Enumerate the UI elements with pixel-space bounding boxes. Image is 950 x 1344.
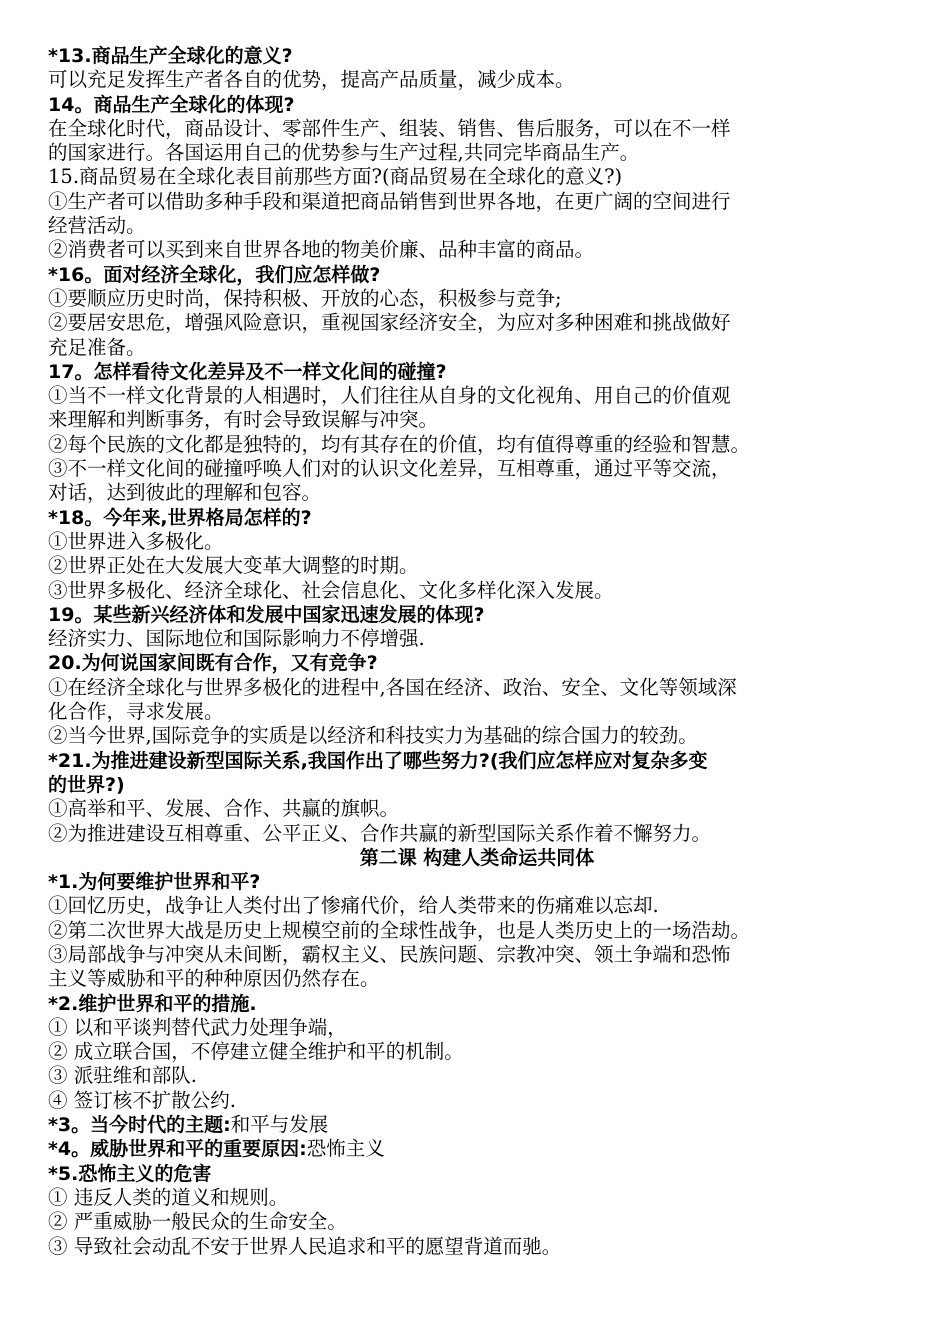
question-line: 17。怎样看待文化差异及不一样文化间的碰撞? [48,360,447,383]
question-text: *4。威胁世界和平的重要原因: [48,1138,307,1161]
answer-line: 来理解和判断事务，有时会导致误解与冲突。 [48,408,439,432]
answer-line: ①高举和平、发展、合作、共赢的旗帜。 [48,797,400,821]
answer-line: 的国家进行。各国运用自己的优势参与生产过程,共同完毕商品生产。 [48,141,640,165]
answer-line: ②第二次世界大战是历史上规模空前的全球性战争，也是人类历史上的一场浩劫。 [48,918,751,942]
answer-line: ③ 派驻维和部队. [48,1064,197,1088]
answer-line: ①回忆历史，战争让人类付出了惨痛代价，给人类带来的伤痛难以忘却. [48,894,659,918]
answer-line: ③不一样文化间的碰撞呼唤人们对的认识文化差异，互相尊重，通过平等交流， [48,457,731,481]
question-line: 14。商品生产全球化的体现? [48,93,295,116]
answer-line: 在全球化时代，商品设计、零部件生产、组装、销售、售后服务，可以在不一样 [48,116,731,140]
answer-line: ②要居安思危，增强风险意识，重视国家经济安全，为应对多种困难和挑战做好 [48,311,731,335]
answer-line: ①当不一样文化背景的人相遇时，人们往往从自身的文化视角、用自己的价值观 [48,384,731,408]
answer-line: ②消费者可以买到来自世界各地的物美价廉、品种丰富的商品。 [48,238,595,262]
answer-text: 恐怖主义 [306,1137,385,1161]
answer-line: ④ 签订核不扩散公约. [48,1088,236,1112]
question-line: *1.为何要维护世界和平? [48,871,261,894]
question-text: *3。当今时代的主题: [48,1114,231,1137]
answer-line: ③ 导致社会动乱不安于世界人民追求和平的愿望背道而驰。 [48,1234,562,1258]
answer-line: 化合作，寻求发展。 [48,700,224,724]
answer-line: ③世界多极化、经济全球化、社会信息化、文化多样化深入发展。 [48,578,614,602]
answer-line: ① 违反人类的道义和规则。 [48,1185,289,1209]
answer-line: 经营活动。 [48,214,146,238]
answer-line: ① 以和平谈判替代武力处理争端， [48,1015,347,1039]
question-line: *21.为推进建设新型国际关系,我国作出了哪些努力?(我们应怎样应对复杂多变 [48,749,708,772]
answer-line: ①在经济全球化与世界多极化的进程中,各国在经济、政治、安全、文化等领域深 [48,675,737,699]
question-line: *18。今年来,世界格局怎样的? [48,506,312,529]
question-line: *5.恐怖主义的危害 [48,1162,212,1185]
answer-line: ①世界进入多极化。 [48,529,224,553]
answer-line: 可以充足发挥生产者各自的优势，提高产品质量，减少成本。 [48,68,575,92]
answer-line: ② 严重威胁一般民众的生命安全。 [48,1210,347,1234]
question-line: 19。某些新兴经济体和发展中国家迅速发展的体现? [48,603,485,626]
answer-line: 经济实力、国际地位和国际影响力不停增强. [48,627,425,651]
question-line: *13.商品生产全球化的意义? [48,45,293,67]
question-line: *2.维护世界和平的措施. [48,992,257,1015]
answer-line: ③局部战争与冲突从未间断，霸权主义、民族问题、宗教冲突、领土争端和恐怖 [48,942,731,966]
answer-line: ②世界正处在大发展大变革大调整的时期。 [48,554,419,578]
question-line: 20.为何说国家间既有合作，又有竞争? [48,652,378,675]
answer-text: 和平与发展 [230,1113,329,1137]
answer-line: ①生产者可以借助多种手段和渠道把商品销售到世界各地，在更广阔的空间进行 [48,189,731,213]
answer-line: ②当今世界,国际竞争的实质是以经济和科技实力为基础的综合国力的较劲。 [48,724,698,748]
question-line: *16。面对经济全球化，我们应怎样做? [48,263,381,286]
question-answer-line [48,1137,906,1161]
question-answer-line [48,1113,906,1137]
answer-line: 充足准备。 [48,335,146,359]
answer-line: ①要顺应历史时尚，保持积极、开放的心态，积极参与竞争; [48,286,562,310]
answer-line: 15.商品贸易在全球化表目前那些方面?(商品贸易在全球化的意义?) [48,165,623,189]
answer-line: ②为推进建设互相尊重、公平正义、合作共赢的新型国际关系作着不懈努力。 [48,821,712,845]
answer-line: ② 成立联合国，不停建立健全维护和平的机制。 [48,1040,464,1064]
lesson-heading: 第二课 构建人类命运共同体 [359,846,595,869]
answer-line: 主义等威胁和平的种种原因仍然存在。 [48,967,380,991]
answer-line: ②每个民族的文化都是独特的，均有其存在的价值，均有值得尊重的经验和智慧。 [48,432,751,456]
answer-line: 对话，达到彼此的理解和包容。 [48,481,322,505]
question-line: 的世界?) [48,773,125,796]
